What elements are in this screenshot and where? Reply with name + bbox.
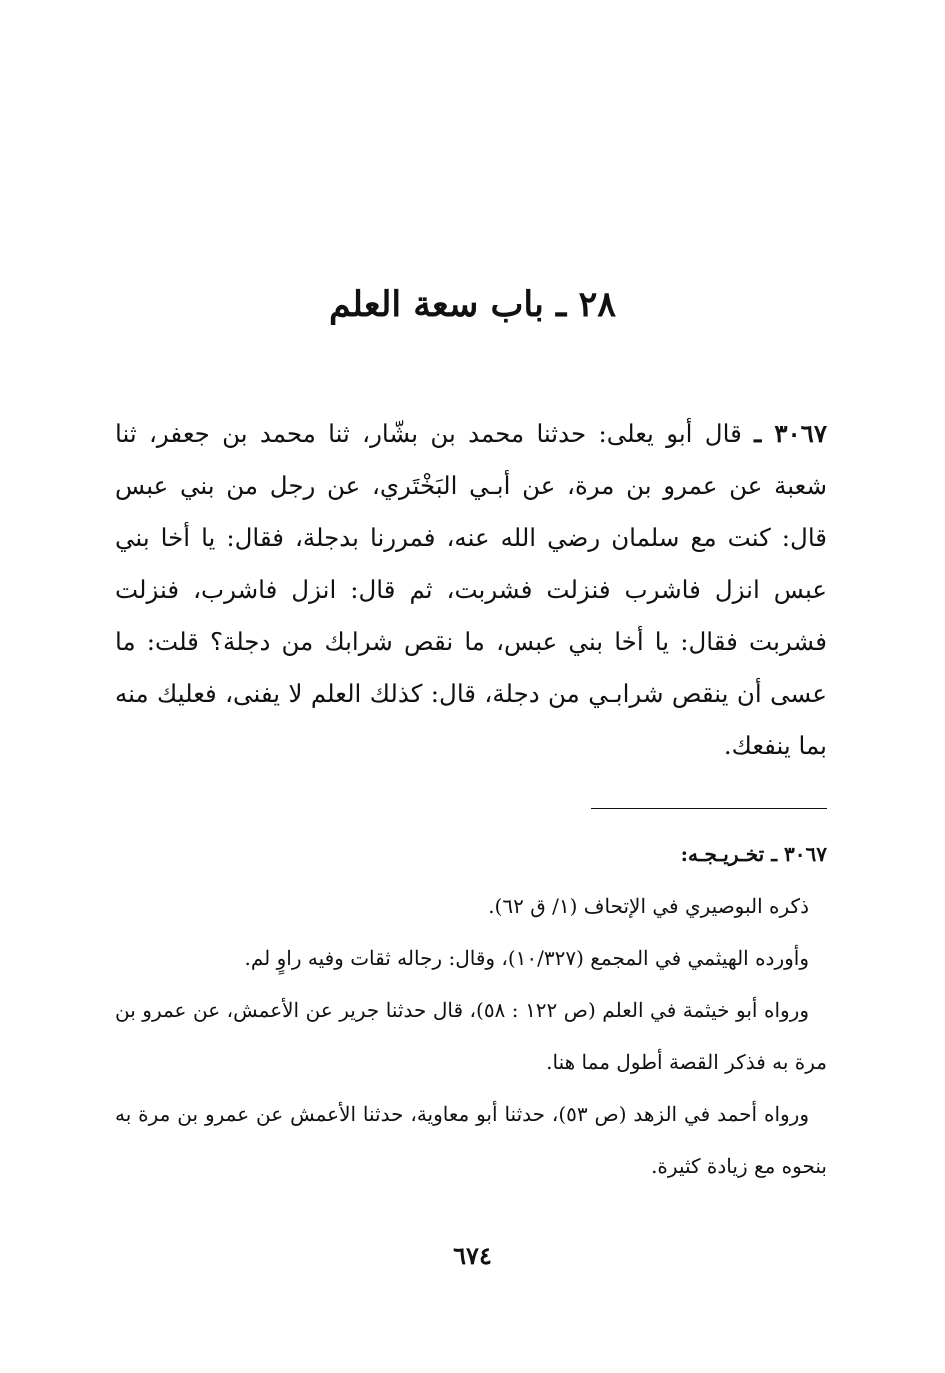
page-number: ٦٧٤: [453, 1241, 492, 1270]
footnote-paragraph: ورواه أحمد في الزهد (ص ٥٣)، حدثنا أبو معاوية، حدثنا الأعمش عن عمرو بن مرة به بنحوه مع زيادة كثيرة.: [115, 1102, 827, 1178]
hadith-body: قال أبو يعلى: حدثنا محمد بن بشّار، ثنا محمد بن جعفر، ثنا شعبة عن عمرو بن مرة، عن أبـي البَخْتَري، عن رجل من بني عبس قال: كنت مع سلمان رضي الله عنه، فمررنا بدجلة، فقال: يا أخا بني عبس انزل فاشرب فنزلت فشربت، ثم قال: انزل فاشرب، فنزلت فشربت فقال: يا أخا بني عبس، ما نقص شرابك من دجلة؟ قلت: ما عسى أن ينقص شرابـي من دجلة، قال: كذلك العلم لا يفنى، فعليك منه بما ينفعك.: [115, 419, 827, 760]
chapter-title: ٢٨ ـ باب سعة العلم: [328, 284, 617, 325]
hadith-number: ٣٠٦٧ ـ: [754, 419, 827, 448]
footnotes-block: [115, 828, 827, 1192]
footnote-separator: [591, 808, 827, 809]
footnote-paragraph: ذكره البوصيري في الإتحاف (١/ ق ٦٢).: [488, 894, 809, 918]
footnote-heading: ٣٠٦٧ ـ تخـريـجـه:: [680, 842, 827, 866]
footnote-paragraph: وأورده الهيثمي في المجمع (١٠/٣٢٧)، وقال: رجاله ثقات وفيه راوٍ لم.: [244, 946, 809, 970]
footnote-paragraph: ورواه أبو خيثمة في العلم (ص ١٢٢ : ٥٨)، قال حدثنا جرير عن الأعمش، عن عمرو بن مرة به فذكر القصة أطول مما هنا.: [115, 998, 827, 1074]
hadith-text-block: [115, 408, 827, 772]
hadith-paragraph: [115, 408, 827, 772]
